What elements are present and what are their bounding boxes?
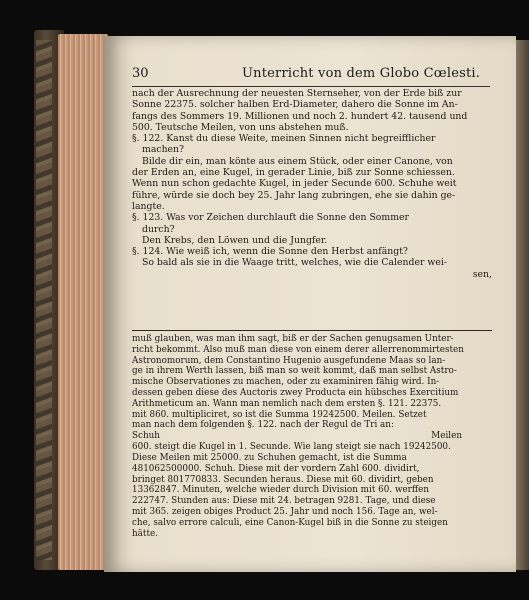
footnote-line: 13362847. Minuten, welche wieder durch Division mit 60. werffen	[132, 485, 430, 496]
answer-123: Den Krebs, den Löwen und die Jungfer.	[142, 234, 328, 246]
page-number: 30	[132, 66, 149, 81]
rule-of-three-row	[132, 431, 492, 442]
answer-line: führe, würde sie doch bey 25. Jahr lang zubringen, ehe sie dahin ge-	[132, 189, 456, 201]
footnote-line: ge in ihrem Werth lassen, biß man so weit kommt, daß man selbst Astro-	[132, 366, 457, 377]
question-122: §. 122. Kanst du diese Weite, meinen Sinnen nicht begreifflicher	[132, 133, 436, 145]
footnote-line: muß glauben, was man ihm sagt, biß er der Sachen genugsamen Unter-	[132, 334, 454, 344]
main-text	[132, 88, 492, 280]
footnote-line: che, salvo errore calculi, eine Canon-Kugel biß in die Sonne zu steigen	[132, 517, 448, 528]
header-rule	[132, 86, 490, 87]
footnote-line: hätte.	[132, 528, 158, 539]
running-header	[132, 66, 492, 84]
calc-left-label: Schuh	[132, 431, 160, 442]
question-122-cont: machen?	[142, 144, 185, 156]
footnote-text	[132, 334, 492, 539]
right-cover-edge	[514, 40, 529, 570]
text-line: fangs des Sommers 19. Millionen und noch 2. hundert 42. tausend und	[132, 110, 468, 122]
answer-line: der Erden an, eine Kugel, in gerader Linie, biß zur Sonne schiessen.	[132, 167, 455, 179]
answer-line: langte.	[132, 200, 165, 212]
question-123-cont: durch?	[142, 223, 175, 235]
marbled-board	[36, 40, 52, 560]
footnote-line: 222747. Stunden aus: Diese mit 24. betragen 9281. Tage, und diese	[132, 496, 436, 507]
answer-line: Bilde dir ein, man könte aus einem Stück, oder einer Canone, von	[142, 155, 453, 167]
text-line: Sonne 22375. solcher halben Erd-Diameter, dahero die Sonne im An-	[132, 99, 458, 111]
footnote-line: bringet 801770833. Secunden heraus. Diese mit 60. dividirt, geben	[132, 474, 434, 485]
question-123: §. 123. Was vor Zeichen durchlauft die Sonne den Sommer	[132, 212, 409, 224]
catchword: sen,	[472, 268, 492, 280]
footnote-line: Arithmeticum an. Wann man nemlich nach dem ersten §. 121. 22375.	[132, 398, 442, 409]
footnote-line: Astronomorum, dem Constantino Hugenio ausgefundene Maas so lan-	[132, 355, 446, 366]
footnote-line: mit 860. multipliciret, so ist die Summa 19242500. Meilen. Setzet	[132, 409, 427, 420]
footnote-line: mit 365. zeigen obiges Product 25. Jahr und noch 156. Tage an, wel-	[132, 506, 438, 517]
running-title: Unterricht von dem Globo Cœlesti.	[242, 66, 481, 81]
calc-right-label: Meilen	[431, 431, 462, 442]
footnote-line: 600. steigt die Kugel in 1. Secunde. Wie lang steigt sie nach 19242500.	[132, 442, 451, 453]
footnote-line: 481062500000. Schuh. Diese mit der vordern Zahl 600. dividirt,	[132, 463, 420, 474]
question-124: §. 124. Wie weiß ich, wenn die Sonne den Herbst anfängt?	[132, 246, 408, 258]
footnote-rule	[132, 330, 492, 331]
text-line: nach der Ausrechnung der neuesten Sternseher, von der Erde biß zur	[132, 88, 462, 99]
footnote-line: mische Observationes zu machen, oder zu examiniren fähig wird. In-	[132, 377, 440, 388]
page-edges	[58, 34, 108, 570]
footnote-line: richt bekommt. Also muß man diese von einem derer allerrenommirtesten	[132, 344, 464, 355]
book-page	[104, 36, 516, 572]
footnote-line: man nach dem folgenden §. 122. nach der Regul de Tri an:	[132, 420, 394, 431]
answer-124: So bald als sie in die Waage tritt, welches, wie die Calender wei-	[142, 257, 447, 269]
footnote-line: dessen geben diese des Auctoris zwey Producta ein hübsches Exercitium	[132, 387, 459, 398]
footnote-line: Diese Meilen mit 25000. zu Schuhen gemacht, ist die Summa	[132, 452, 407, 463]
text-line: 500. Teutsche Meilen, von uns abstehen muß.	[132, 121, 349, 133]
answer-line: Wenn nun schon gedachte Kugel, in jeder Secunde 600. Schuhe weit	[132, 178, 457, 190]
